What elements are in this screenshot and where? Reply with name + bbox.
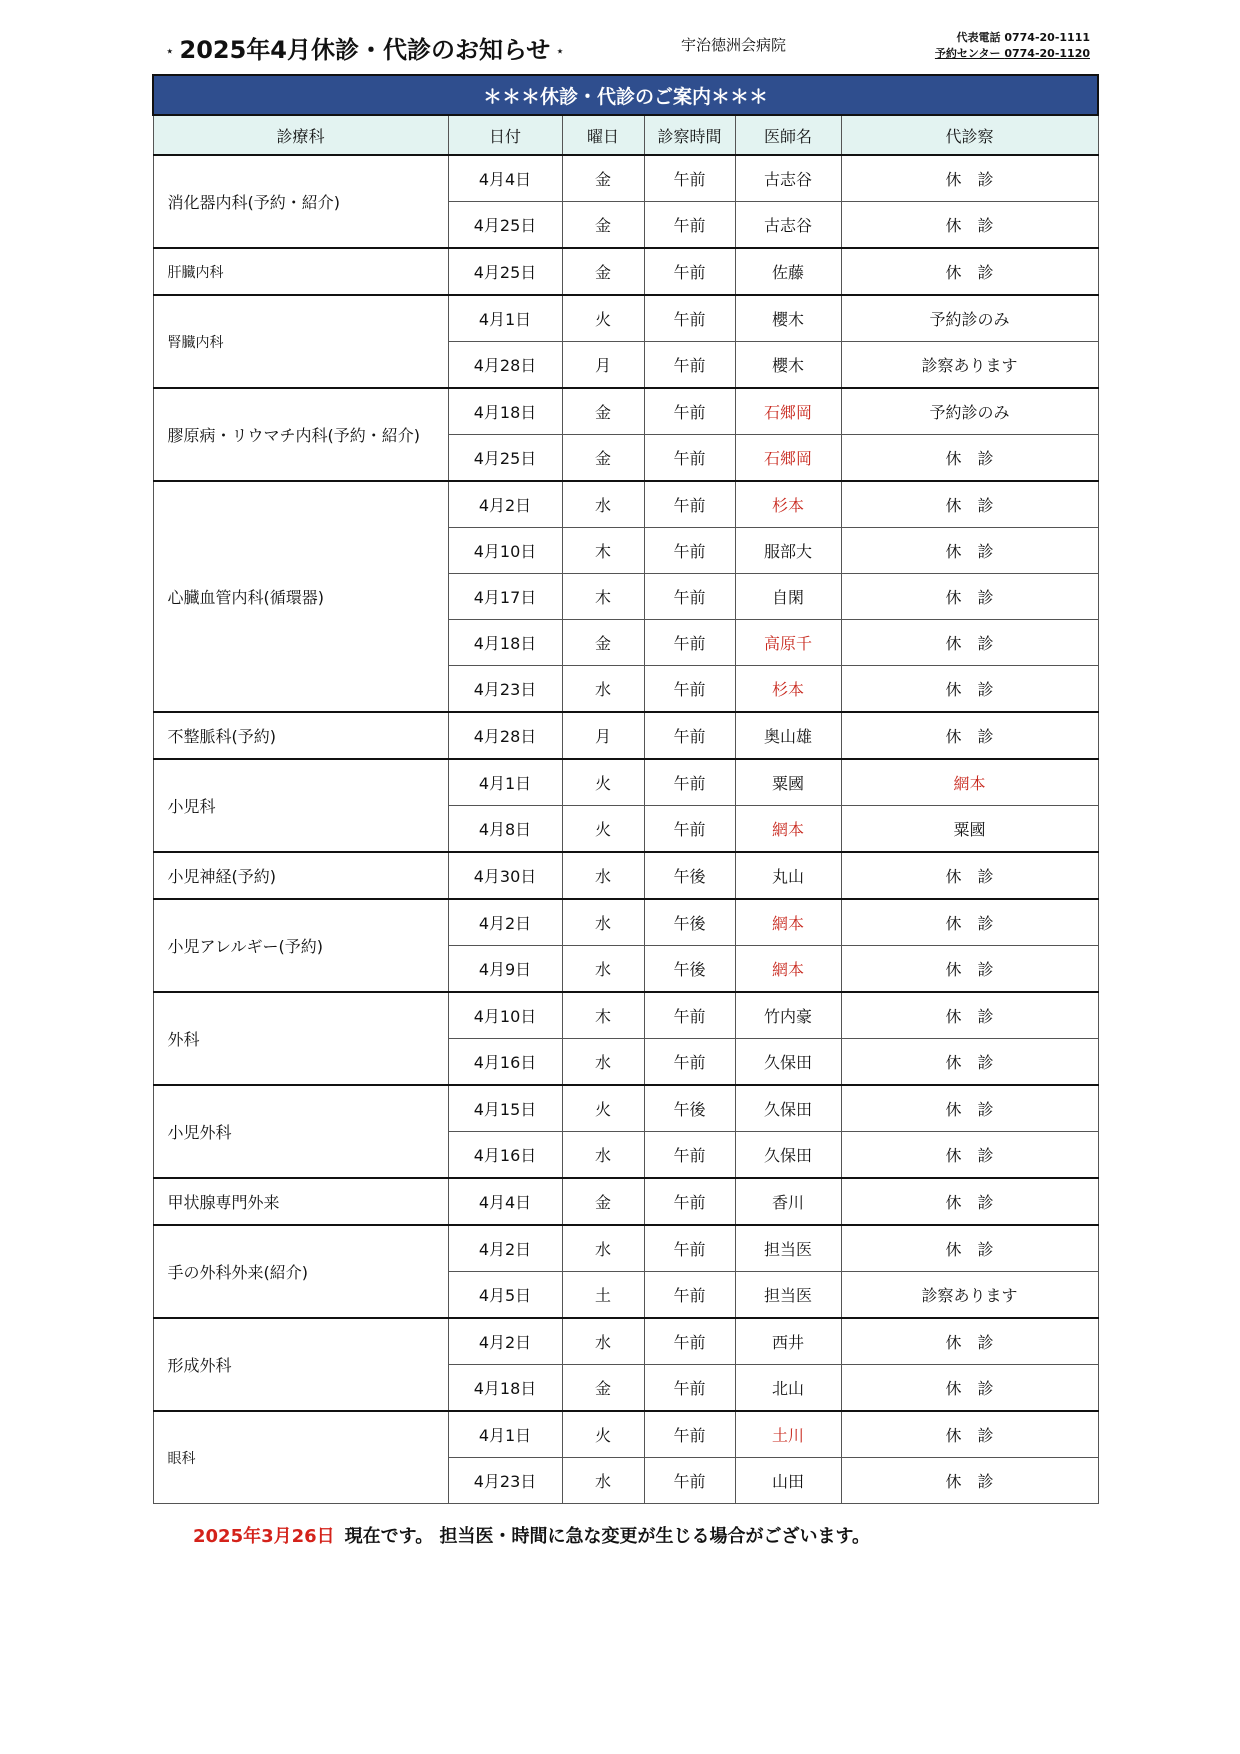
substitute-cell: 休 診 xyxy=(841,155,1098,202)
time-cell: 午後 xyxy=(644,899,735,946)
department-cell: 甲状腺専門外来 xyxy=(153,1178,448,1225)
doctor-cell: 北山 xyxy=(735,1365,841,1412)
main-phone-number: 0774-20-1111 xyxy=(1004,31,1090,44)
time-cell: 午後 xyxy=(644,946,735,993)
time-cell: 午前 xyxy=(644,435,735,482)
main-phone-label: 代表電話 xyxy=(956,31,1001,44)
substitute-cell: 休 診 xyxy=(841,481,1098,528)
table-row xyxy=(153,481,1098,528)
column-header-time: 診察時間 xyxy=(644,115,735,155)
doctor-cell: 香川 xyxy=(735,1178,841,1225)
time-cell: 午前 xyxy=(644,528,735,574)
reservation-phone-line xyxy=(935,46,1090,62)
weekday-cell: 金 xyxy=(562,388,644,435)
doctor-cell: 網本 xyxy=(735,806,841,853)
date-cell: 4月4日 xyxy=(448,1178,562,1225)
doctor-cell: 佐藤 xyxy=(735,248,841,295)
doctor-cell: 丸山 xyxy=(735,852,841,899)
date-cell: 4月18日 xyxy=(448,620,562,666)
time-cell: 午前 xyxy=(644,481,735,528)
weekday-cell: 木 xyxy=(562,574,644,620)
time-cell: 午前 xyxy=(644,1458,735,1504)
substitute-cell: 予約診のみ xyxy=(841,388,1098,435)
doctor-cell: 久保田 xyxy=(735,1085,841,1132)
doctor-cell: 奥山雄 xyxy=(735,712,841,759)
page-title xyxy=(160,30,570,65)
column-header-substitute: 代診察 xyxy=(841,115,1098,155)
weekday-cell: 水 xyxy=(562,899,644,946)
date-cell: 4月1日 xyxy=(448,295,562,342)
weekday-cell: 水 xyxy=(562,946,644,993)
column-header-department: 診療科 xyxy=(153,115,448,155)
department-cell: 腎臓内科 xyxy=(153,295,448,388)
date-cell: 4月1日 xyxy=(448,1411,562,1458)
date-cell: 4月25日 xyxy=(448,248,562,295)
weekday-cell: 金 xyxy=(562,435,644,482)
doctor-cell: 櫻木 xyxy=(735,342,841,389)
table-row xyxy=(153,155,1098,202)
substitute-cell: 粟國 xyxy=(841,806,1098,853)
department-cell: 小児科 xyxy=(153,759,448,852)
time-cell: 午前 xyxy=(644,806,735,853)
table-row xyxy=(153,712,1098,759)
weekday-cell: 月 xyxy=(562,342,644,389)
department-cell: 肝臓内科 xyxy=(153,248,448,295)
doctor-cell: 久保田 xyxy=(735,1132,841,1179)
date-cell: 4月18日 xyxy=(448,1365,562,1412)
substitute-cell: 網本 xyxy=(841,759,1098,806)
substitute-cell: 休 診 xyxy=(841,712,1098,759)
time-cell: 午前 xyxy=(644,1272,735,1319)
time-cell: 午前 xyxy=(644,1132,735,1179)
date-cell: 4月25日 xyxy=(448,435,562,482)
department-cell: 手の外科外来(紹介) xyxy=(153,1225,448,1318)
column-header-doctor: 医師名 xyxy=(735,115,841,155)
weekday-cell: 水 xyxy=(562,1458,644,1504)
table-row xyxy=(153,388,1098,435)
time-cell: 午前 xyxy=(644,342,735,389)
weekday-cell: 月 xyxy=(562,712,644,759)
doctor-cell: 高原千 xyxy=(735,620,841,666)
department-cell: 心臓血管内科(循環器) xyxy=(153,481,448,712)
doctor-cell: 自閑 xyxy=(735,574,841,620)
department-cell: 小児アレルギー(予約) xyxy=(153,899,448,992)
weekday-cell: 金 xyxy=(562,1365,644,1412)
doctor-cell: 石郷岡 xyxy=(735,388,841,435)
date-cell: 4月2日 xyxy=(448,1318,562,1365)
substitute-cell: 休 診 xyxy=(841,248,1098,295)
department-cell: 膠原病・リウマチ内科(予約・紹介) xyxy=(153,388,448,481)
star-icon: ⋆ xyxy=(556,44,564,58)
doctor-cell: 杉本 xyxy=(735,481,841,528)
substitute-cell: 休 診 xyxy=(841,852,1098,899)
schedule-body xyxy=(153,155,1098,1504)
time-cell: 午前 xyxy=(644,202,735,249)
time-cell: 午前 xyxy=(644,1225,735,1272)
date-cell: 4月2日 xyxy=(448,1225,562,1272)
date-cell: 4月2日 xyxy=(448,481,562,528)
schedule-table xyxy=(152,74,1099,1504)
time-cell: 午前 xyxy=(644,666,735,713)
doctor-cell: 竹内豪 xyxy=(735,992,841,1039)
notice-message: 現在です。 担当医・時間に急な変更が生じる場合がございます。 xyxy=(344,1526,871,1547)
doctor-cell: 西井 xyxy=(735,1318,841,1365)
weekday-cell: 水 xyxy=(562,666,644,713)
doctor-cell: 櫻木 xyxy=(735,295,841,342)
date-cell: 4月17日 xyxy=(448,574,562,620)
substitute-cell: 休 診 xyxy=(841,1085,1098,1132)
department-cell: 眼科 xyxy=(153,1411,448,1504)
reservation-phone-label: 予約センター xyxy=(934,47,1001,60)
time-cell: 午前 xyxy=(644,712,735,759)
date-cell: 4月23日 xyxy=(448,666,562,713)
date-cell: 4月5日 xyxy=(448,1272,562,1319)
doctor-cell: 古志谷 xyxy=(735,202,841,249)
doctor-cell: 久保田 xyxy=(735,1039,841,1086)
doctor-cell: 担当医 xyxy=(735,1272,841,1319)
date-cell: 4月30日 xyxy=(448,852,562,899)
reservation-phone-number: 0774-20-1120 xyxy=(1004,47,1090,60)
date-cell: 4月28日 xyxy=(448,342,562,389)
substitute-cell: 休 診 xyxy=(841,1132,1098,1179)
doctor-cell: 土川 xyxy=(735,1411,841,1458)
weekday-cell: 水 xyxy=(562,1039,644,1086)
weekday-cell: 水 xyxy=(562,1132,644,1179)
date-cell: 4月16日 xyxy=(448,1132,562,1179)
time-cell: 午前 xyxy=(644,248,735,295)
weekday-cell: 水 xyxy=(562,481,644,528)
doctor-cell: 石郷岡 xyxy=(735,435,841,482)
date-cell: 4月10日 xyxy=(448,528,562,574)
column-header-date: 日付 xyxy=(448,115,562,155)
table-row xyxy=(153,1225,1098,1272)
date-cell: 4月16日 xyxy=(448,1039,562,1086)
time-cell: 午前 xyxy=(644,992,735,1039)
time-cell: 午前 xyxy=(644,388,735,435)
department-cell: 形成外科 xyxy=(153,1318,448,1411)
table-row xyxy=(153,1318,1098,1365)
substitute-cell: 休 診 xyxy=(841,1318,1098,1365)
table-row xyxy=(153,1085,1098,1132)
doctor-cell: 山田 xyxy=(735,1458,841,1504)
date-cell: 4月2日 xyxy=(448,899,562,946)
time-cell: 午後 xyxy=(644,1085,735,1132)
doctor-cell: 担当医 xyxy=(735,1225,841,1272)
substitute-cell: 休 診 xyxy=(841,1178,1098,1225)
department-cell: 小児神経(予約) xyxy=(153,852,448,899)
time-cell: 午前 xyxy=(644,1039,735,1086)
weekday-cell: 木 xyxy=(562,992,644,1039)
time-cell: 午前 xyxy=(644,1411,735,1458)
date-cell: 4月9日 xyxy=(448,946,562,993)
date-cell: 4月1日 xyxy=(448,759,562,806)
substitute-cell: 休 診 xyxy=(841,946,1098,993)
weekday-cell: 金 xyxy=(562,202,644,249)
doctor-cell: 粟國 xyxy=(735,759,841,806)
date-cell: 4月28日 xyxy=(448,712,562,759)
substitute-cell: 休 診 xyxy=(841,1039,1098,1086)
time-cell: 午前 xyxy=(644,759,735,806)
table-row xyxy=(153,899,1098,946)
table-row xyxy=(153,852,1098,899)
table-row xyxy=(153,759,1098,806)
substitute-cell: 休 診 xyxy=(841,992,1098,1039)
doctor-cell: 服部大 xyxy=(735,528,841,574)
substitute-cell: 休 診 xyxy=(841,1458,1098,1504)
date-cell: 4月23日 xyxy=(448,1458,562,1504)
weekday-cell: 火 xyxy=(562,295,644,342)
time-cell: 午前 xyxy=(644,155,735,202)
main-phone-line xyxy=(935,30,1090,46)
substitute-cell: 休 診 xyxy=(841,1225,1098,1272)
time-cell: 午前 xyxy=(644,1178,735,1225)
substitute-cell: 診察あります xyxy=(841,1272,1098,1319)
weekday-cell: 水 xyxy=(562,1225,644,1272)
date-cell: 4月15日 xyxy=(448,1085,562,1132)
weekday-cell: 金 xyxy=(562,1178,644,1225)
department-cell: 消化器内科(予約・紹介) xyxy=(153,155,448,248)
weekday-cell: 金 xyxy=(562,248,644,295)
table-banner: ＊＊＊休診・代診のご案内＊＊＊ xyxy=(153,75,1098,115)
time-cell: 午前 xyxy=(644,574,735,620)
table-row xyxy=(153,1411,1098,1458)
weekday-cell: 火 xyxy=(562,806,644,853)
time-cell: 午前 xyxy=(644,1318,735,1365)
date-cell: 4月25日 xyxy=(448,202,562,249)
star-icon: ⋆ xyxy=(166,44,174,58)
doctor-cell: 杉本 xyxy=(735,666,841,713)
table-row xyxy=(153,295,1098,342)
weekday-cell: 金 xyxy=(562,155,644,202)
substitute-cell: 休 診 xyxy=(841,528,1098,574)
weekday-cell: 火 xyxy=(562,1411,644,1458)
doctor-cell: 網本 xyxy=(735,899,841,946)
weekday-cell: 土 xyxy=(562,1272,644,1319)
substitute-cell: 休 診 xyxy=(841,620,1098,666)
weekday-cell: 火 xyxy=(562,1085,644,1132)
time-cell: 午前 xyxy=(644,295,735,342)
time-cell: 午前 xyxy=(644,620,735,666)
substitute-cell: 予約診のみ xyxy=(841,295,1098,342)
hospital-name: 宇治徳洲会病院 xyxy=(681,36,787,54)
footer-notice xyxy=(193,1522,870,1548)
table-row xyxy=(153,1178,1098,1225)
department-cell: 不整脈科(予約) xyxy=(153,712,448,759)
weekday-cell: 水 xyxy=(562,852,644,899)
substitute-cell: 休 診 xyxy=(841,435,1098,482)
substitute-cell: 休 診 xyxy=(841,1411,1098,1458)
date-cell: 4月8日 xyxy=(448,806,562,853)
time-cell: 午後 xyxy=(644,852,735,899)
substitute-cell: 休 診 xyxy=(841,202,1098,249)
department-cell: 小児外科 xyxy=(153,1085,448,1178)
date-cell: 4月18日 xyxy=(448,388,562,435)
date-cell: 4月10日 xyxy=(448,992,562,1039)
title-text: 2025年4月休診・代診のお知らせ xyxy=(179,36,551,64)
doctor-cell: 網本 xyxy=(735,946,841,993)
weekday-cell: 水 xyxy=(562,1318,644,1365)
table-row xyxy=(153,248,1098,295)
substitute-cell: 休 診 xyxy=(841,1365,1098,1412)
weekday-cell: 木 xyxy=(562,528,644,574)
table-row xyxy=(153,992,1098,1039)
doctor-cell: 古志谷 xyxy=(735,155,841,202)
date-cell: 4月4日 xyxy=(448,155,562,202)
substitute-cell: 休 診 xyxy=(841,899,1098,946)
as-of-date: 2025年3月26日 xyxy=(193,1526,335,1547)
substitute-cell: 診察あります xyxy=(841,342,1098,389)
weekday-cell: 金 xyxy=(562,620,644,666)
substitute-cell: 休 診 xyxy=(841,666,1098,713)
substitute-cell: 休 診 xyxy=(841,574,1098,620)
weekday-cell: 火 xyxy=(562,759,644,806)
time-cell: 午前 xyxy=(644,1365,735,1412)
column-header-weekday: 曜日 xyxy=(562,115,644,155)
contact-phones xyxy=(935,30,1090,62)
department-cell: 外科 xyxy=(153,992,448,1085)
